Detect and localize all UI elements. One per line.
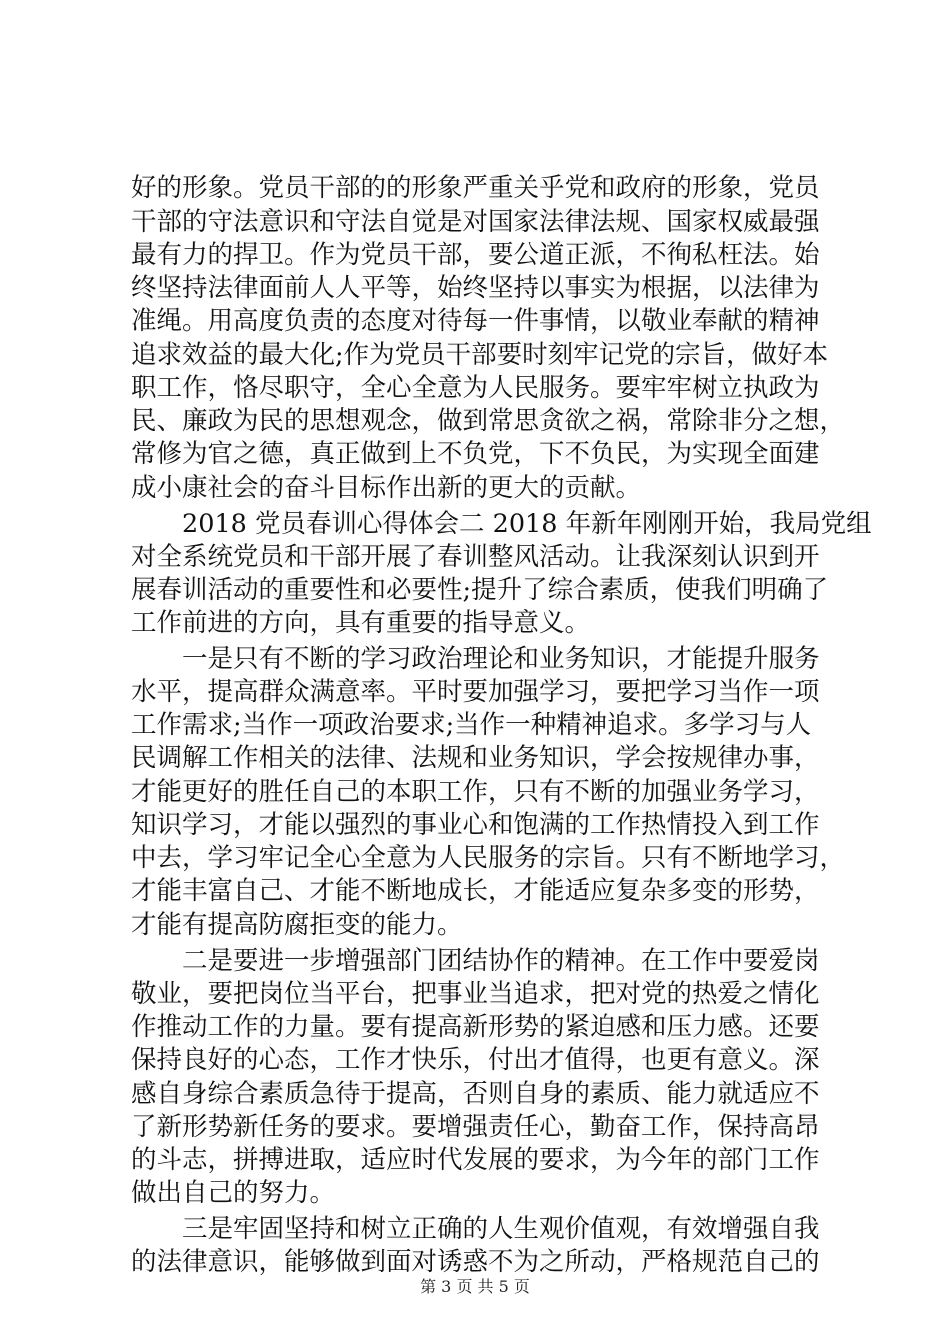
text-line: 民调解工作相关的法律、法规和业务知识，学会按规律办事， xyxy=(131,743,820,773)
text-line: 准绳。用高度负责的态度对待每一件事情，以敬业奉献的精神 xyxy=(131,306,820,336)
text-line: 保持良好的心态，工作才快乐，付出才值得，也更有意义。深 xyxy=(131,1045,820,1075)
text-line: 三是牢固坚持和树立正确的人生观价值观，有效增强自我 xyxy=(131,1214,820,1244)
text-line: 的斗志，拼搏进取，适应时代发展的要求，为今年的部门工作 xyxy=(131,1145,820,1175)
text-line: 的法律意识，能够做到面对诱惑不为之所动，严格规范自己的 xyxy=(131,1247,820,1277)
text-line: 二是要进一步增强部门团结协作的精神。在工作中要爱岗 xyxy=(131,946,820,976)
text-line: 好的形象。党员干部的的形象严重关乎党和政府的形象，党员 xyxy=(131,173,820,203)
text-line: 才能更好的胜任自己的本职工作，只有不断的加强业务学习， xyxy=(131,777,820,807)
text-line: 作推动工作的力量。要有提高新形势的紧迫感和压力感。还要 xyxy=(131,1012,820,1042)
text-line: 常修为官之德，真正做到上不负党，下不负民，为实现全面建 xyxy=(131,439,820,469)
text-line: 2018 党员春训心得体会二 2018 年新年刚刚开始，我局党组 xyxy=(131,509,872,539)
text-line: 民、廉政为民的思想观念，做到常思贪欲之祸，常除非分之想， xyxy=(131,406,846,436)
text-line: 才能丰富自己、才能不断地成长，才能适应复杂多变的形势， xyxy=(131,876,820,906)
text-line: 追求效益的最大化;作为党员干部要时刻牢记党的宗旨，做好本 xyxy=(131,340,829,370)
text-line: 终坚持法律面前人人平等，始终坚持以事实为根据，以法律为 xyxy=(131,273,820,303)
text-line: 工作前进的方向，具有重要的指导意义。 xyxy=(131,608,591,638)
text-line: 职工作，恪尽职守，全心全意为人民服务。要牢牢树立执政为 xyxy=(131,373,820,403)
text-line: 对全系统党员和干部开展了春训整风活动。让我深刻认识到开 xyxy=(131,542,820,572)
text-line: 做出自己的努力。 xyxy=(131,1178,336,1208)
text-line: 中去，学习牢记全心全意为人民服务的宗旨。只有不断地学习， xyxy=(131,843,846,873)
text-line: 水平，提高群众满意率。平时要加强学习，要把学习当作一项 xyxy=(131,677,820,707)
text-line: 最有力的捍卫。作为党员干部，要公道正派，不徇私枉法。始 xyxy=(131,240,820,270)
page-footer: 第 3 页 共 5 页 xyxy=(420,1277,530,1296)
text-line: 一是只有不断的学习政治理论和业务知识，才能提升服务 xyxy=(131,644,820,674)
text-line: 敬业，要把岗位当平台，把事业当追求，把对党的热爱之情化 xyxy=(131,979,820,1009)
text-line: 成小康社会的奋斗目标作出新的更大的贡献。 xyxy=(131,473,642,503)
text-line: 干部的守法意识和守法自觉是对国家法律法规、国家权威最强 xyxy=(131,207,820,237)
text-line: 了新形势新任务的要求。要增强责任心，勤奋工作，保持高昂 xyxy=(131,1112,820,1142)
text-line: 工作需求;当作一项政治要求;当作一种精神追求。多学习与人 xyxy=(131,710,812,740)
text-line: 展春训活动的重要性和必要性;提升了综合素质，使我们明确了 xyxy=(131,575,829,605)
text-line: 知识学习，才能以强烈的事业心和饱满的工作热情投入到工作 xyxy=(131,810,820,840)
text-line: 感自身综合素质急待于提高，否则自身的素质、能力就适应不 xyxy=(131,1079,820,1109)
text-line: 才能有提高防腐拒变的能力。 xyxy=(131,910,463,940)
